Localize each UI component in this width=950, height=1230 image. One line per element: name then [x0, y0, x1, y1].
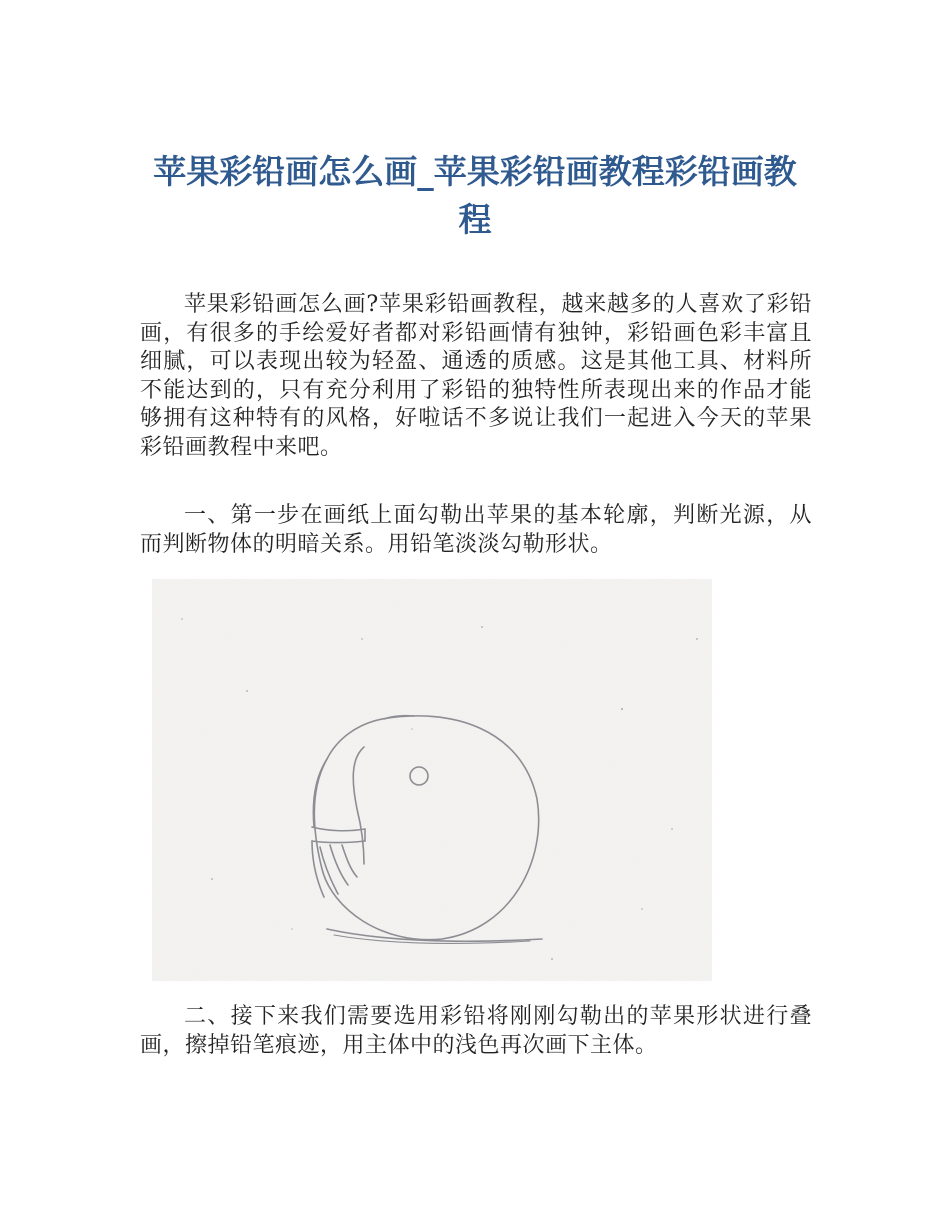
step-one-paragraph: 一、第一步在画纸上面勾勒出苹果的基本轮廓，判断光源，从而判断物体的明暗关系。用铅笔淡淡勾勒形状。	[140, 503, 812, 557]
intro-paragraph: 苹果彩铅画怎么画?苹果彩铅画教程，越来越多的人喜欢了彩铅画，有很多的手绘爱好者都对彩铅画情有独钟，彩铅画色彩丰富且细腻，可以表现出较为轻盈、通透的质感。这是其他工具、材料所不能达到的，只有充分利用了彩铅的独特性所表现出来的作品才能够拥有这种特有的风格，好啦话不多说让我们一起进入今天的苹果彩铅画教程中来吧。	[140, 292, 812, 460]
document-title: 苹果彩铅画怎么画_苹果彩铅画教程彩铅画教程	[153, 152, 797, 239]
step-two-paragraph: 二、接下来我们需要选用彩铅将刚刚勾勒出的苹果形状进行叠画，擦掉铅笔痕迹，用主体中的浅色再次画下主体。	[140, 1004, 812, 1058]
paper-texture	[152, 579, 712, 981]
apple-sketch-image	[152, 579, 712, 981]
apple-sketch-drawing	[152, 579, 712, 981]
